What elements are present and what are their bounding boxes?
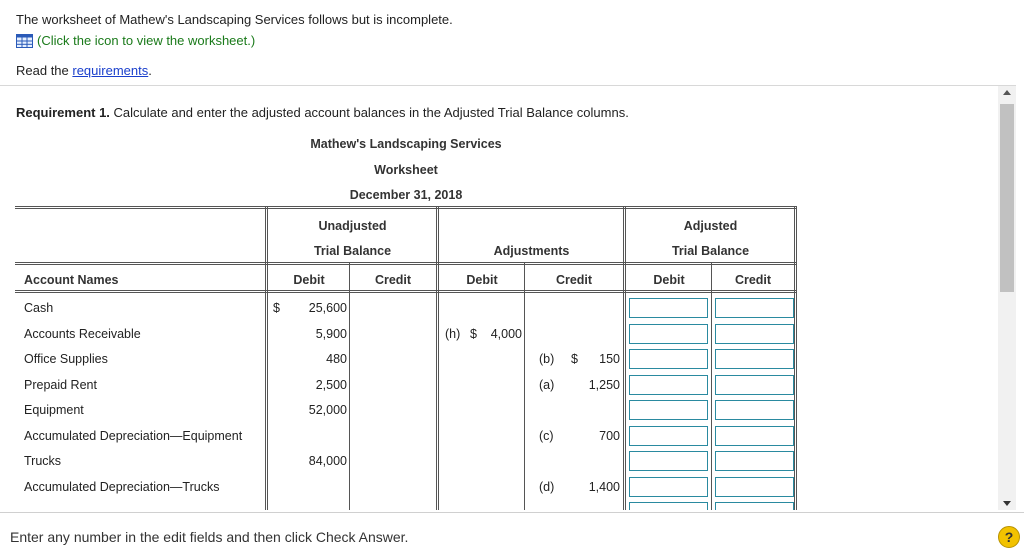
adj-credit-value: 1,400: [588, 479, 620, 494]
account-name: Accounts Receivable: [24, 326, 141, 341]
worksheet-date: December 31, 2018: [349, 188, 463, 202]
adj-debit-currency: $: [470, 326, 477, 341]
scroll-up-arrow-icon[interactable]: [998, 86, 1016, 100]
atb-debit-input[interactable]: [629, 400, 708, 420]
tb-debit-currency: $: [273, 301, 280, 315]
adj-credit-value: 1,250: [588, 377, 620, 392]
adj-credit-value: 150: [599, 352, 620, 366]
atb-credit-input[interactable]: [715, 324, 794, 344]
adj-debit-value: 4,000: [490, 326, 522, 341]
header-adjustments: Adjustments: [493, 244, 570, 258]
scrollbar-thumb[interactable]: [1000, 104, 1014, 292]
content-scroll-pane[interactable]: [0, 86, 996, 510]
col-divider-adj: [623, 206, 626, 510]
atb-debit-input[interactable]: [629, 477, 708, 497]
atb-credit-input[interactable]: [715, 400, 794, 420]
account-name: Trucks: [24, 454, 62, 468]
atb-credit-input[interactable]: [715, 477, 794, 497]
atb-credit-input[interactable]: [715, 349, 794, 369]
read-prefix: Read the: [16, 63, 73, 78]
table-top-rule: [15, 206, 796, 209]
read-suffix: .: [148, 63, 152, 78]
worksheet-link-text[interactable]: (Click the icon to view the worksheet.): [37, 33, 256, 48]
account-name: Prepaid Rent: [24, 377, 97, 392]
tb-debit-value: 52,000: [308, 403, 347, 417]
account-name: Cash: [24, 301, 54, 315]
atb-credit-input[interactable]: [715, 298, 794, 318]
tb-debit-value: 2,500: [315, 377, 347, 392]
adj-credit-ref: (d): [539, 479, 555, 494]
header-unadjusted: Unadjusted: [318, 219, 387, 233]
adj-debit-ref: (h): [445, 326, 461, 341]
atb-credit-input[interactable]: [715, 426, 794, 446]
account-name: Equipment: [24, 403, 84, 417]
header-atb-credit: Credit: [734, 273, 772, 287]
bottom-bar: [0, 512, 1024, 552]
worksheet-link[interactable]: [16, 33, 255, 48]
atb-debit-input[interactable]: [629, 451, 708, 471]
atb-credit-input[interactable]: [715, 451, 794, 471]
header-bottom-rule: [15, 290, 796, 293]
vertical-scrollbar[interactable]: [998, 86, 1016, 510]
adj-credit-ref: (a): [539, 377, 555, 392]
account-name: Accumulated Depreciation—Equipment: [24, 428, 243, 443]
tb-debit-value: 25,600: [308, 301, 347, 315]
worksheet-title: Worksheet: [374, 163, 438, 177]
adj-credit-currency: $: [571, 352, 578, 366]
header-adjusted: Adjusted: [683, 219, 738, 233]
company-name: Mathew's Landscaping Services: [310, 137, 502, 151]
account-name: Office Supplies: [24, 352, 108, 366]
atb-debit-input[interactable]: [629, 298, 708, 318]
header-adj-debit: Debit: [466, 273, 498, 287]
adj-credit-value: 700: [599, 428, 620, 443]
atb-credit-input[interactable]: [715, 502, 794, 510]
adj-credit-ref: (b): [539, 352, 555, 366]
adj-credit-ref: (c): [539, 428, 554, 443]
col-divider-tb: [436, 206, 439, 510]
requirement-label: Requirement 1.: [16, 105, 110, 120]
intro-text: The worksheet of Mathew's Landscaping Services follows but is incomplete.: [16, 12, 453, 27]
requirement-body: Calculate and enter the adjusted account balances in the Adjusted Trial Balance columns.: [109, 105, 629, 120]
scroll-down-arrow-icon[interactable]: [998, 496, 1016, 510]
col-divider-adj-mid: [524, 262, 525, 510]
requirement-text: [16, 105, 629, 120]
col-divider-right: [794, 206, 797, 510]
header-trial-balance: Trial Balance: [313, 244, 392, 258]
header-atb-debit: Debit: [653, 273, 685, 287]
tb-debit-value: 84,000: [308, 454, 347, 468]
col-divider-atb-mid: [711, 262, 712, 510]
requirements-link[interactable]: requirements: [72, 63, 149, 78]
header-tb-credit: Credit: [374, 273, 412, 287]
footer-instruction: Enter any number in the edit fields and then click Check Answer.: [10, 529, 409, 545]
read-requirements: [16, 63, 152, 78]
atb-credit-input[interactable]: [715, 375, 794, 395]
header-tb-debit: Debit: [293, 273, 325, 287]
atb-debit-input[interactable]: [629, 324, 708, 344]
atb-debit-input[interactable]: [629, 426, 708, 446]
col-divider-tb-mid: [349, 262, 350, 510]
header-adjusted-trial-balance: Trial Balance: [671, 244, 750, 258]
atb-debit-input[interactable]: [629, 502, 708, 510]
atb-debit-input[interactable]: [629, 349, 708, 369]
header-account-names: Account Names: [24, 273, 119, 287]
atb-debit-input[interactable]: [629, 375, 708, 395]
col-divider-names: [265, 206, 268, 510]
header-adj-credit: Credit: [555, 273, 593, 287]
account-name: Accumulated Depreciation—Trucks: [24, 479, 220, 494]
worksheet-grid-icon[interactable]: [16, 34, 33, 48]
help-button[interactable]: ?: [998, 526, 1020, 548]
tb-debit-value: 5,900: [315, 326, 347, 341]
header-rule: [15, 262, 796, 265]
tb-debit-value: 480: [326, 352, 347, 366]
